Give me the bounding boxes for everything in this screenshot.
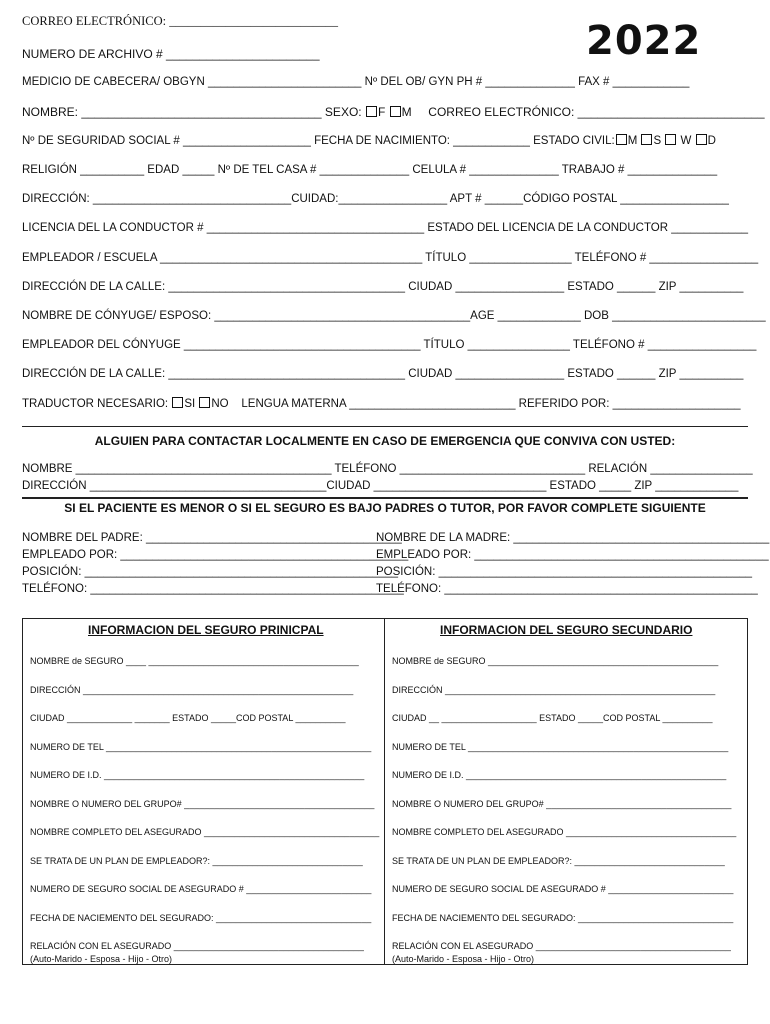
primary-insurance-field[interactable]: NUMERO DE I.D. ____________________________________________________: [30, 770, 365, 780]
ssn-field[interactable]: Nº DE SEGURIDAD SOCIAL # ____________________ FECHA DE NACIMIENTO: ____________ ESTADO CIVIL:: [22, 135, 615, 147]
secondary-insurance-field[interactable]: RELACIÓN CON EL ASEGURADO _______________________________________ (Auto-Marido - Esposa - Hijo - Otro): [392, 941, 731, 964]
primary-insurance-field[interactable]: DIRECCIÓN ______________________________________________________: [30, 684, 354, 695]
language-referral-field[interactable]: NO LENGUA MATERNA __________________________ REFERIDO POR: ____________________: [211, 398, 741, 410]
civil-w-checkbox[interactable]: [665, 134, 676, 145]
primary-insurance-field[interactable]: NOMBRE COMPLETO DEL ASEGURADO ___________________________________: [30, 827, 380, 837]
civil-m-checkbox[interactable]: [616, 134, 627, 145]
email-field[interactable]: CORREO ELECTRÓNICO: ___________________________: [22, 14, 338, 28]
divider: [22, 497, 748, 499]
mother-fields[interactable]: NOMBRE DE LA MADRE: ________________________________________ EMPLEADO POR: ______________________________________________ POSICIÓN: _________________________________________________ TELÉFONO: _________________________________________________: [376, 532, 770, 595]
name-sex-row: [22, 105, 765, 119]
secondary-insurance-field[interactable]: CIUDAD __ ___________________ ESTADO _____COD POSTAL __________: [392, 713, 713, 723]
emergency-title: ALGUIEN PARA CONTACTAR LOCALMENTE EN CASO DE EMERGENCIA QUE CONVIVA CON USTED:: [94, 434, 676, 448]
sex-male-label: M CORREO ELECTRÓNICO: ____________________________: [401, 105, 765, 119]
employer-row[interactable]: EMPLEADOR / ESCUELA _________________________________________ TÍTULO ________________ TELÉFONO # _________________: [22, 252, 759, 264]
name-field[interactable]: NOMBRE: ____________________________________ SEXO:: [22, 105, 365, 119]
secondary-insurance-field[interactable]: NUMERO DE SEGURO SOCIAL DE ASEGURADO # _________________________: [392, 884, 734, 894]
spouse-employer-row[interactable]: EMPLEADOR DEL CÓNYUGE _____________________________________ TÍTULO ________________ TELÉFONO # _________________: [22, 339, 757, 351]
civil-d-checkbox[interactable]: [696, 134, 707, 145]
spouse-address-row[interactable]: DIRECCIÓN DE LA CALLE: _____________________________________ CIUDAD _________________ ESTADO ______ ZIP __________: [22, 368, 744, 380]
divider: [22, 426, 748, 427]
secondary-insurance-field[interactable]: NOMBRE de SEGURO ______________________________________________: [392, 656, 719, 666]
ssn-row: [22, 134, 716, 147]
primary-insurance-field[interactable]: NUMERO DE TEL _____________________________________________________: [30, 741, 372, 752]
civil-s-label: S: [653, 135, 665, 147]
religion-row[interactable]: RELIGIÓN __________ EDAD _____ Nº DE TEL CASA # ______________ CELULA # ______________ TRABAJO # ______________: [22, 164, 718, 176]
primary-insurance-field[interactable]: CIUDAD _____________ _______ ESTADO _____COD POSTAL __________: [30, 713, 346, 723]
primary-insurance-field[interactable]: NUMERO DE SEGURO SOCIAL DE ASEGURADO # _________________________: [30, 884, 372, 894]
primary-insurance-field[interactable]: RELACIÓN CON EL ASEGURADO ______________________________________ (Auto-Marido - Esposa - Hijo - Otro): [30, 941, 364, 964]
secondary-insurance-field[interactable]: SE TRATA DE UN PLAN DE EMPLEADOR?: ______________________________: [392, 855, 725, 866]
secondary-insurance-field[interactable]: NOMBRE O NUMERO DEL GRUPO# _____________________________________: [392, 798, 732, 809]
secondary-insurance-field[interactable]: FECHA DE NACIEMENTO DEL SEGURADO: _______________________________: [392, 912, 734, 923]
translator-no-checkbox[interactable]: [199, 397, 210, 408]
primary-insurance-title: INFORMACION DEL SEGURO PRINICPAL: [88, 623, 324, 637]
civil-d-label: D: [707, 135, 716, 147]
translator-row: [22, 397, 741, 410]
translator-yes-label: SI: [184, 398, 199, 410]
sex-female-label: F: [377, 105, 389, 119]
primary-insurance-field[interactable]: NOMBRE O NUMERO DEL GRUPO# ______________________________________: [30, 798, 375, 809]
father-fields[interactable]: NOMBRE DEL PADRE: ________________________________________ EMPLEADO POR: _____________________________________________ POSICIÓN: _________________________________________________ TELÉFONO: _________________________________________________: [22, 532, 409, 595]
form-year: 2022: [586, 18, 702, 64]
secondary-insurance-field[interactable]: DIRECCIÓN ______________________________________________________: [392, 684, 716, 695]
secondary-insurance-title: INFORMACION DEL SEGURO SECUNDARIO: [440, 623, 693, 637]
secondary-insurance-field[interactable]: NUMERO DE TEL ____________________________________________________: [392, 741, 729, 752]
primary-insurance-field[interactable]: FECHA DE NACIEMENTO DEL SEGURADO: _______________________________: [30, 912, 372, 923]
license-row[interactable]: LICENCIA DEL LA CONDUCTOR # __________________________________ ESTADO DEL LICENCIA DE LA CONDUCTOR ____________: [22, 222, 748, 234]
sex-female-checkbox[interactable]: [366, 106, 377, 117]
secondary-insurance-field[interactable]: NOMBRE COMPLETO DEL ASEGURADO __________________________________: [392, 827, 737, 837]
spouse-row[interactable]: NOMBRE DE CÓNYUGE/ ESPOSO: ________________________________________AGE _____________ DOB ________________________: [22, 310, 766, 322]
secondary-insurance-field[interactable]: NUMERO DE I.D. ____________________________________________________: [392, 770, 727, 780]
translator-yes-checkbox[interactable]: [172, 397, 183, 408]
address-row[interactable]: DIRECCIÓN: _______________________________CUIDAD:_________________ APT # ______CÓDIGO POSTAL _________________: [22, 193, 729, 205]
civil-s-checkbox[interactable]: [641, 134, 652, 145]
physician-field[interactable]: MEDICIO DE CABECERA/ OBGYN ________________________ Nº DEL OB/ GYN PH # ______________ FAX # ____________: [22, 76, 690, 88]
emergency-address-row[interactable]: DIRECCIÓN _____________________________________CIUDAD ___________________________ ESTADO _____ ZIP _____________: [22, 480, 739, 492]
street-address-row[interactable]: DIRECCIÓN DE LA CALLE: _____________________________________ CIUDAD _________________ ESTADO ______ ZIP __________: [22, 281, 744, 293]
civil-w-label: W: [677, 135, 695, 147]
minor-title: SI EL PACIENTE ES MENOR O SI EL SEGURO ES BAJO PADRES O TUTOR, POR FAVOR COMPLETE SIGUIENTE: [64, 501, 706, 515]
primary-insurance-field[interactable]: SE TRATA DE UN PLAN DE EMPLEADOR?: ______________________________: [30, 855, 363, 866]
translator-label: TRADUCTOR NECESARIO:: [22, 398, 172, 410]
civil-m-label: M: [627, 135, 641, 147]
file-number-field[interactable]: NUMERO DE ARCHIVO # _______________________: [22, 47, 320, 61]
sex-male-checkbox[interactable]: [390, 106, 401, 117]
emergency-name-row[interactable]: NOMBRE ________________________________________ TELÉFONO _____________________________ RELACIÓN ________________: [22, 463, 753, 475]
insurance-divider: [384, 618, 385, 965]
primary-insurance-field[interactable]: NOMBRE de SEGURO ____ __________________________________________: [30, 656, 359, 666]
